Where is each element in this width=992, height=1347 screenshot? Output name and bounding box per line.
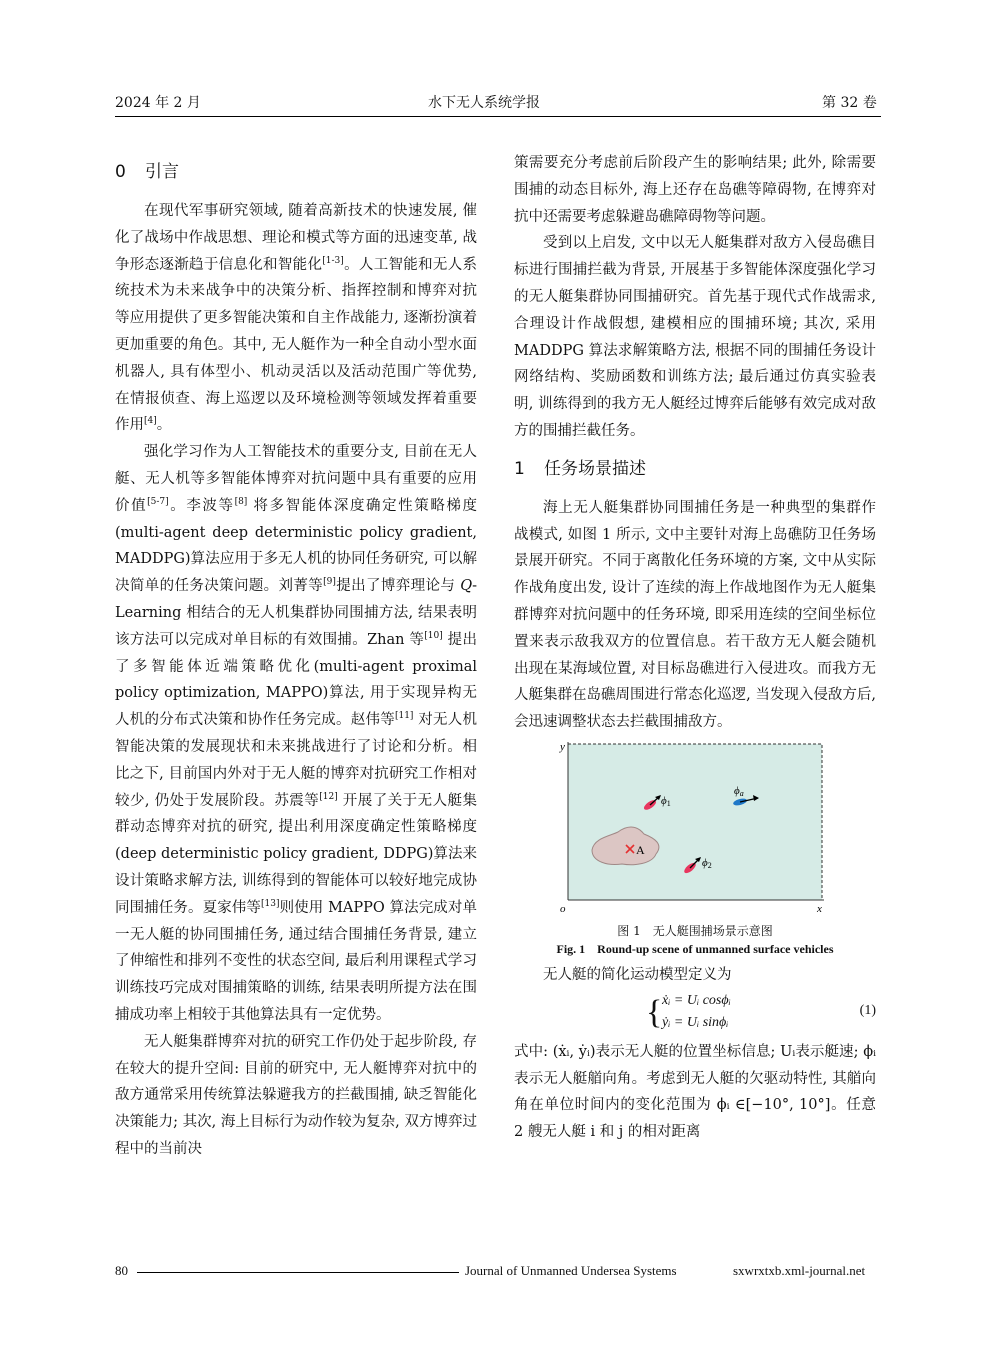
phi-a-label: ϕa xyxy=(734,784,744,798)
text-run: 在现代军事研究领域, 随着高新技术的快速发展, 催化了战场中作战思想、理论和模式等方面的迅速变革, 战争形态逐渐趋于信息化和智能化 xyxy=(115,203,477,273)
roundup-scene-diagram xyxy=(514,740,876,918)
section-heading xyxy=(115,156,477,188)
equation-brace: { xyxy=(646,993,663,1031)
paragraph: 受到以上启发, 文中以无人艇集群对敌方入侵岛礁目标进行围捕拦截为背景, 开展基于多智能体深度强化学习的无人艇集群协同围捕研究。首先基于现代式作战需求, 合理设计作战假想, 建模相应的围捕环境; 其次, 采用 MADDPG 算法求解策略方法, 根据不同的围捕任务设计网络结构、奖励函数和训练方法; 最后通过仿真实验表明, 训练得到的我方无人艇经过博弈后能够有效完成对敌方的围捕拦截任务。 xyxy=(514,235,876,439)
text-run: 提出了博弈理论与 xyxy=(335,578,461,595)
paragraph xyxy=(115,439,477,1029)
text-run: -Learning 相结合的无人机集群协同围捕方法, 结果表明该方法可以完成对单目标的有效围捕。Zhan 等 xyxy=(115,578,478,648)
equation-1 xyxy=(514,989,876,1039)
section-title: 任务场景描述 xyxy=(544,458,646,479)
paragraph: 海上无人艇集群协同围捕任务是一种典型的集群作战模式, 如图 1 所示, 文中主要针对海上岛礁防卫任务场景展开研究。不同于离散化任务环境的方案, 文中从实际作战角度出发, 设计了连续的海上作战地图作为无人艇集群博弈对抗问题中的任务环境, 即采用连续的空间坐标位置来表示敌我双方的位置信息。若干敌方无人艇会随机出现在某海域位置, 对目标岛礁进行入侵进攻。而我方无人艇集群在岛礁周围进行常态化巡逻, 当发现入侵敌方后, 会迅速调整状态去拦截围捕敌方。 xyxy=(514,499,876,731)
citation[interactable]: [4] xyxy=(144,416,157,427)
citation[interactable]: [8] xyxy=(234,496,248,507)
text-run: 开展了关于无人艇集群动态博弈对抗的研究, 提出利用深度确定性策略梯度(deep deterministic policy gradient, DDPG)算法来设计策略求解方法, 训练得到的智能体可以较好地完成协同围捕任务。夏家伟等 xyxy=(115,792,478,916)
citation[interactable]: [9] xyxy=(323,577,336,588)
footer-journal: Journal of Unmanned Undersea Systems xyxy=(465,1263,677,1278)
citation[interactable]: [5-7] xyxy=(147,496,169,507)
text-run: 对无人机智能决策的发展现状和未来挑战进行了讨论和分析。相比之下, 目前国内外对于无人艇的博弈对抗研究工作相对较少, 仍处于发展阶段。苏震等 xyxy=(115,712,478,809)
citation[interactable]: [13] xyxy=(261,898,280,909)
citation[interactable]: [12] xyxy=(319,791,338,802)
text-run: 将多智能体深度确定性策略梯度(multi-agent deep deterministic policy gradient, MADDPG)算法应用于多无人机的协同任务研究, 可以解决简单的任务决策问题。刘菁等 xyxy=(115,497,478,595)
paragraph: 式中: (ẋᵢ, ẏᵢ)表示无人艇的位置坐标信息; Uᵢ表示艇速; ϕᵢ表示无人艇艏向角。考虑到无人艇的欠驱动特性, 其艏向角在单位时间内的变化范围为 ϕᵢ ∈[−10°, 10°]。任意 2 艘无人艇 i 和 j 的相对距离 xyxy=(514,1043,876,1141)
figure-1 xyxy=(514,740,876,958)
header-journal: 水下无人系统学报 xyxy=(428,95,540,111)
figure-caption-cn: 图 1 无人艇围捕场景示意图 xyxy=(617,923,773,938)
citation[interactable]: [11] xyxy=(394,711,414,722)
sea-area xyxy=(568,744,822,900)
header-rule xyxy=(115,116,881,117)
equation-number: (1) xyxy=(859,1002,876,1018)
section-number: 0 xyxy=(115,162,126,182)
text-run: 。李波等 xyxy=(168,497,235,514)
footer-rule xyxy=(137,1272,459,1273)
header-volume: 第 32 卷 xyxy=(822,95,877,111)
footer-url[interactable]: sxwrxtxb.xml-journal.net xyxy=(733,1263,866,1278)
phi-2-label: ϕ2 xyxy=(702,856,712,870)
section-heading xyxy=(514,453,876,485)
origin-label: o xyxy=(560,902,566,915)
phi-1-label: ϕ1 xyxy=(661,794,671,808)
page-number: 80 xyxy=(115,1263,128,1278)
header-date: 2024 年 2 月 xyxy=(115,95,201,111)
left-column xyxy=(115,150,477,1163)
text-run: Q xyxy=(460,578,473,595)
y-axis-label: y xyxy=(560,740,565,753)
paragraph: 无人艇的简化运动模型定义为 xyxy=(543,966,732,983)
equation-line-1: ẋᵢ = Uᵢ cosϕᵢ xyxy=(662,992,731,1008)
section-title: 引言 xyxy=(145,162,179,182)
section-number: 1 xyxy=(514,458,525,479)
text-run: 则使用 MAPPO 算法完成对单一无人艇的协同围捕任务, 通过结合围捕任务背景, 建立了伸缩性和排列不变性的状态空间, 最后利用课程式学习训练技巧完成对围捕策略的训练, 结果表明所提方法在围捕成功率上相较于其他算法具有一定优势。 xyxy=(115,899,478,1023)
citation[interactable]: [10] xyxy=(424,630,443,641)
figure-caption-en: Fig. 1 Round-up scene of unmanned surface vehicles xyxy=(556,941,834,956)
text-run: 。人工智能和无人系统技术为未来战争中的决策分析、指挥控制和博弈对抗等应用提供了更多智能决策和自主作战能力, 逐渐扮演着更加重要的角色。其中, 无人艇作为一种全自动小型水面机器人, 具有体型小、机动灵活以及活动范围广等优势, 在情报侦查、海上巡逻以及环境检测等领域发挥着重要作用 xyxy=(115,256,478,434)
text-run: 。 xyxy=(156,417,172,434)
paragraph xyxy=(115,198,477,439)
x-axis-label: x xyxy=(817,902,822,915)
text-run: 强化学习作为人工智能技术的重要分支, 目前在无人艇、无人机等多智能体博弈对抗问题中具有重要的应用价值 xyxy=(115,444,477,514)
equation-line-2: ẏᵢ = Uᵢ sinϕᵢ xyxy=(662,1014,729,1030)
paragraph: 无人艇集群博弈对抗的研究工作仍处于起步阶段, 存在较大的提升空间: 目前的研究中, 无人艇博弈对抗中的敌方通常采用传统算法躲避我方的拦截围捕, 缺乏智能化决策能力; 其次, 海上目标行为动作较为复杂, 双方博弈过程中的当前决 xyxy=(115,1033,477,1157)
paragraph: 策需要充分考虑前后阶段产生的影响结果; 此外, 除需要围捕的动态目标外, 海上还存在岛礁等障碍物, 在博弈对抗中还需要考虑躲避岛礁障碍物等问题。 xyxy=(514,155,876,225)
right-column xyxy=(514,150,876,1146)
text-run: 提出了多智能体近端策略优化(multi-agent proximal policy optimization, MAPPO)算法, 用于实现异构无人机的分布式决策和协作任务完成。赵伟等 xyxy=(115,631,477,729)
island-label: A xyxy=(636,842,645,857)
citation[interactable]: [1-3] xyxy=(322,255,344,266)
